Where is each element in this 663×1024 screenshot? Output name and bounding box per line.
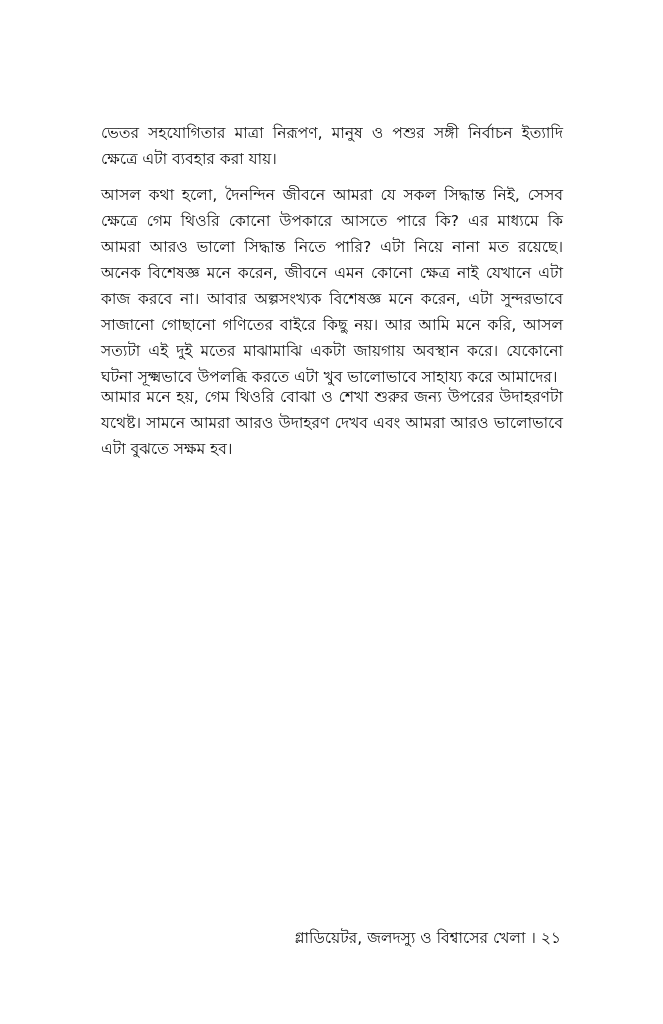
body-paragraph-3: আমার মনে হয়, গেম থিওরি বোঝা ও শেখা শুরুর জন্য উপরের উদাহরণটা যথেষ্ট। সামনে আমরা আরও উদাহরণ দেখব এবং আমরা আরও ভালোভাবে এটা বুঝতে সক্ষম হব। — [101, 388, 563, 458]
body-paragraph-2: আসল কথা হলো, দৈনন্দিন জীবনে আমরা যে সকল সিদ্ধান্ত নিই, সেসব ক্ষেত্রে গেম থিওরি কোনো উপকারে আসতে পারে কি? এর মাধ্যমে কি আমরা আরও ভালো সিদ্ধান্ত নিতে পারি? এটা নিয়ে নানা মত রয়েছে। অনেক বিশেষজ্ঞ মনে করেন, জীবনে এমন কোনো ক্ষেত্র নাই যেখানে এটা কাজ করবে না। আবার অল্পসংখ্যক বিশেষজ্ঞ মনে করেন, এটা সুন্দরভাবে সাজানো গোছানো গণিতের বাইরে কিছু নয়। আর আমি মনে করি, আসল সত্যটা এই দুই মতের মাঝামাঝি একটা জায়গায় অবস্থান করে। যেকোনো ঘটনা সূক্ষ্মভাবে উপলব্ধি করতে এটা খুব ভালোভাবে সাহায্য করে আমাদের। — [101, 186, 563, 386]
running-footer: গ্লাডিয়েটর, জলদস্যু ও বিশ্বাসের খেলা । ২১ — [294, 929, 561, 947]
body-paragraph-1: ভেতর সহযোগিতার মাত্রা নিরূপণ, মানুষ ও পশুর সঙ্গী নির্বাচন ইত্যাদি ক্ষেত্রে এটা ব্যবহার করা যায়। — [101, 124, 563, 168]
